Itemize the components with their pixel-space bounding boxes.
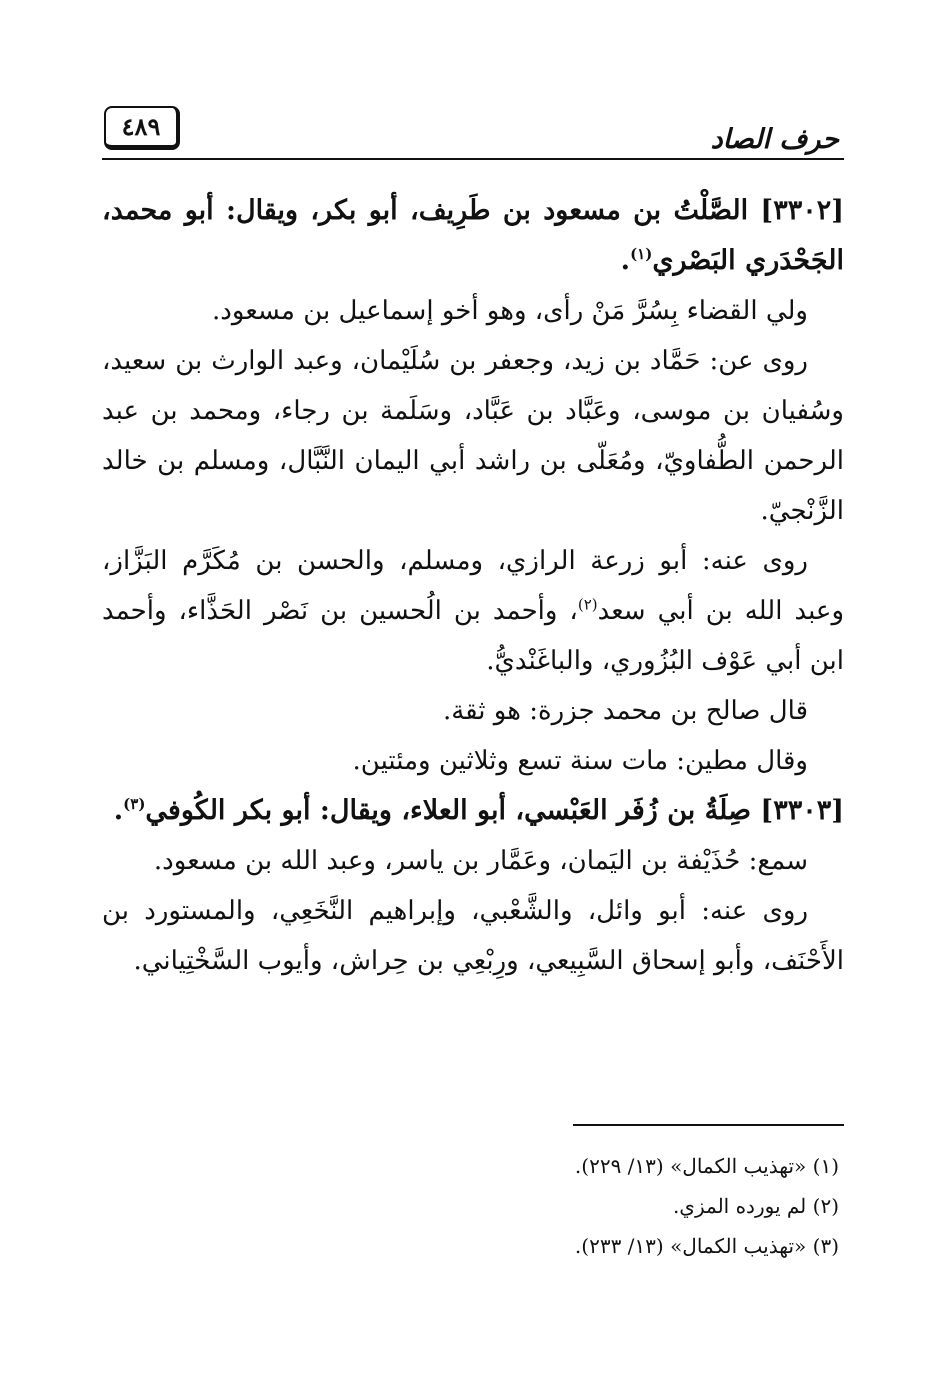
footnotes [97,1146,839,1266]
footnote-2: (٢) لم يورده المزي. [672,1194,839,1218]
footnote-1: (١) «تهذيب الكمال» (١٣/ ٢٢٩). [574,1154,839,1178]
footnote-ref-1[interactable]: (١) [630,245,653,263]
entry-heading-3302: [٣٣٠٢] الصَّلْتُ بن مسعود بن طَرِيف، أبو بكر، ويقال: أبو محمد، الجَحْدَري البَصْري$^{(١)}$. [102,195,844,276]
page-number: ٤٨٩ [104,106,180,150]
footnote-ref-3[interactable]: (٣) [123,795,146,813]
entry-paragraph: روى عن: حَمَّاد بن زيد، وجعفر بن سُلَيْمان، وعبد الوارث بن سعيد، وسُفيان بن موسى، وعَبَّاد بن عَبَّاد، وسَلَمة بن رجاء، ومحمد بن عبد الرحمن الطُّفاويّ، ومُعَلّى بن راشد أبي اليمان النَّبَّال، ومسلم بن خالد الزَّنْجيّ. [102,346,844,526]
entry-paragraph: روى عنه: أبو وائل، والشَّعْبي، وإبراهيم النَّخَعِي، والمستورد بن الأَحْنَف، وأبو إسحاق السَّبِيعي، ورِبْعِي بن حِراش، وأيوب السَّخْتِياني. [102,896,844,976]
entry-paragraph: روى عنه: أبو زرعة الرازي، ومسلم، والحسن بن مُكَرَّم البَزَّاز، وعبد الله بن أبي سعد$^{(٢)}$، وأحمد بن الُحسين بن نَصْر الحَذَّاء، وأحمد ابن أبي عَوْف البُزُوري، والباغَنْديُّ. [102,546,845,676]
footnote-3: (٣) «تهذيب الكمال» (١٣/ ٢٣٣). [574,1234,839,1258]
entry-paragraph: وقال مطين: مات سنة تسع وثلاثين ومئتين. [352,746,808,776]
entry-heading-3303: [٣٣٠٣] صِلَةُ بن زُفَر العَبْسي، أبو العلاء، ويقال: أبو بكر الكُوفي$^{(٣)}$. [113,795,844,826]
running-header-title: حرف الصاد [710,124,839,155]
footnote-divider [573,1124,844,1126]
entry-paragraph: ولي القضاء بِسُرَّ مَنْ رأى، وهو أخو إسماعيل بن مسعود. [212,296,808,326]
entry-paragraph: سمع: حُذَيْفة بن اليَمان، وعَمَّار بن ياسر، وعبد الله بن مسعود. [153,846,808,876]
header-divider [102,158,844,160]
footnote-ref-2[interactable]: (٢) [577,595,598,614]
page-body [102,186,844,986]
entry-paragraph: قال صالح بن محمد جزرة: هو ثقة. [442,696,808,726]
